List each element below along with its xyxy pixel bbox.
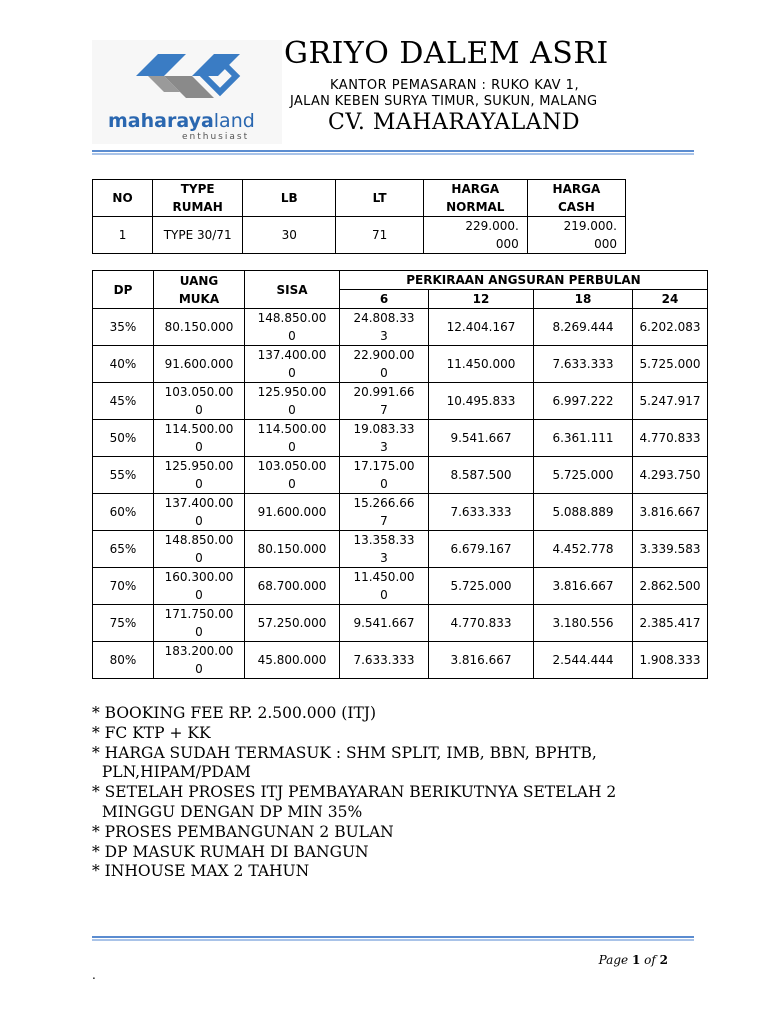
table-cell: 24.808.33 3 bbox=[340, 309, 429, 346]
col-header-group: PERKIRAAN ANGSURAN PERBULAN bbox=[340, 271, 708, 290]
col-header-lt: LT bbox=[336, 180, 423, 217]
table-cell: 55% bbox=[93, 457, 154, 494]
table-cell: 114.500.00 0 bbox=[245, 420, 340, 457]
table-row bbox=[93, 642, 708, 679]
table-cell: 5.088.889 bbox=[534, 494, 633, 531]
notes-list bbox=[92, 704, 616, 882]
table-cell: 7.633.333 bbox=[340, 642, 429, 679]
table-cell: 4.293.750 bbox=[633, 457, 708, 494]
table-row bbox=[93, 420, 708, 457]
table-cell: 11.450.000 bbox=[429, 346, 534, 383]
table-cell: 3.180.556 bbox=[534, 605, 633, 642]
company-name: CV. MAHARAYALAND bbox=[328, 110, 580, 135]
table-cell: 171.750.00 0 bbox=[154, 605, 245, 642]
table-cell: 229.000. 000 bbox=[423, 217, 527, 254]
table-cell: 4.770.833 bbox=[429, 605, 534, 642]
table-cell: 114.500.00 0 bbox=[154, 420, 245, 457]
table-cell: 2.544.444 bbox=[534, 642, 633, 679]
table-cell: 4.452.778 bbox=[534, 531, 633, 568]
table-cell: 5.725.000 bbox=[534, 457, 633, 494]
table-cell: 148.850.00 0 bbox=[154, 531, 245, 568]
table-cell: 5.725.000 bbox=[633, 346, 708, 383]
table-row bbox=[93, 217, 626, 254]
table-cell: 5.725.000 bbox=[429, 568, 534, 605]
table-cell: 45% bbox=[93, 383, 154, 420]
table-cell: 3.339.583 bbox=[633, 531, 708, 568]
table-cell: 2.385.417 bbox=[633, 605, 708, 642]
footer-divider bbox=[92, 936, 694, 942]
table-cell: 91.600.000 bbox=[154, 346, 245, 383]
table-cell: 35% bbox=[93, 309, 154, 346]
address-line-1: KANTOR PEMASARAN : RUKO KAV 1, bbox=[330, 78, 580, 93]
table-cell: 17.175.00 0 bbox=[340, 457, 429, 494]
table-cell: 75% bbox=[93, 605, 154, 642]
table-row bbox=[93, 457, 708, 494]
table-row bbox=[93, 494, 708, 531]
installment-table-body bbox=[93, 309, 708, 679]
installment-header-row bbox=[93, 271, 708, 290]
note-line: * PROSES PEMBANGUNAN 2 BULAN bbox=[92, 822, 394, 841]
col-header-harga-cash: HARGA CASH bbox=[527, 180, 625, 217]
table-row bbox=[93, 309, 708, 346]
table-cell: 50% bbox=[93, 420, 154, 457]
table-cell: 103.050.00 0 bbox=[245, 457, 340, 494]
note-line: * HARGA SUDAH TERMASUK : SHM SPLIT, IMB, BBN, BPHTB, bbox=[92, 743, 597, 762]
address-line-2: JALAN KEBEN SURYA TIMUR, SUKUN, MALANG bbox=[290, 94, 598, 109]
price-table-header bbox=[93, 180, 626, 217]
table-cell: 8.269.444 bbox=[534, 309, 633, 346]
table-cell: 30 bbox=[243, 217, 336, 254]
table-cell: 3.816.667 bbox=[633, 494, 708, 531]
table-row bbox=[93, 568, 708, 605]
table-cell: 148.850.00 0 bbox=[245, 309, 340, 346]
table-cell: 6.361.111 bbox=[534, 420, 633, 457]
price-table bbox=[92, 179, 626, 254]
note-line: * BOOKING FEE RP. 2.500.000 (ITJ) bbox=[92, 704, 377, 722]
table-cell: 137.400.00 0 bbox=[154, 494, 245, 531]
table-cell: 40% bbox=[93, 346, 154, 383]
col-header-month: 18 bbox=[534, 290, 633, 309]
col-header-lb: LB bbox=[243, 180, 336, 217]
table-cell: 11.450.00 0 bbox=[340, 568, 429, 605]
col-header-month: 24 bbox=[633, 290, 708, 309]
table-cell: 7.633.333 bbox=[534, 346, 633, 383]
table-cell: 70% bbox=[93, 568, 154, 605]
table-row bbox=[93, 346, 708, 383]
table-cell: 13.358.33 3 bbox=[340, 531, 429, 568]
table-cell: 1 bbox=[93, 217, 153, 254]
table-row bbox=[93, 531, 708, 568]
col-header-month: 12 bbox=[429, 290, 534, 309]
col-header-type: TYPE RUMAH bbox=[153, 180, 243, 217]
table-cell: 7.633.333 bbox=[429, 494, 534, 531]
table-cell: 19.083.33 3 bbox=[340, 420, 429, 457]
note-line: * SETELAH PROSES ITJ PEMBAYARAN BERIKUTNYA SETELAH 2 bbox=[92, 783, 617, 802]
note-line: PLN,HIPAM/PDAM bbox=[92, 763, 251, 782]
logo-wordmark: maharayaland bbox=[108, 110, 255, 132]
table-cell: 3.816.667 bbox=[429, 642, 534, 679]
table-cell: 57.250.000 bbox=[245, 605, 340, 642]
logo-tagline: enthusiast bbox=[182, 132, 250, 142]
table-cell: 6.679.167 bbox=[429, 531, 534, 568]
header-divider bbox=[92, 150, 694, 156]
company-logo bbox=[92, 40, 282, 144]
table-cell: 160.300.00 0 bbox=[154, 568, 245, 605]
table-cell: 4.770.833 bbox=[633, 420, 708, 457]
note-line: * INHOUSE MAX 2 TAHUN bbox=[92, 862, 310, 881]
table-cell: 137.400.00 0 bbox=[245, 346, 340, 383]
note-line: * FC KTP + KK bbox=[92, 723, 211, 742]
table-cell: 6.997.222 bbox=[534, 383, 633, 420]
table-row bbox=[93, 605, 708, 642]
table-cell: 22.900.00 0 bbox=[340, 346, 429, 383]
col-header-month: 6 bbox=[340, 290, 429, 309]
table-row bbox=[93, 383, 708, 420]
table-cell: 65% bbox=[93, 531, 154, 568]
col-header-uang-muka: UANG MUKA bbox=[154, 271, 245, 309]
table-cell: 1.908.333 bbox=[633, 642, 708, 679]
installment-table bbox=[92, 270, 708, 679]
table-cell: 8.587.500 bbox=[429, 457, 534, 494]
table-cell: TYPE 30/71 bbox=[153, 217, 243, 254]
logo-mark-icon bbox=[128, 46, 248, 106]
table-cell: 20.991.66 7 bbox=[340, 383, 429, 420]
table-cell: 2.862.500 bbox=[633, 568, 708, 605]
table-cell: 80.150.000 bbox=[245, 531, 340, 568]
table-cell: 15.266.66 7 bbox=[340, 494, 429, 531]
table-cell: 6.202.083 bbox=[633, 309, 708, 346]
table-cell: 80% bbox=[93, 642, 154, 679]
table-cell: 12.404.167 bbox=[429, 309, 534, 346]
table-cell: 71 bbox=[336, 217, 423, 254]
table-cell: 103.050.00 0 bbox=[154, 383, 245, 420]
note-line: MINGGU DENGAN DP MIN 35% bbox=[92, 802, 363, 821]
table-cell: 219.000. 000 bbox=[527, 217, 625, 254]
table-cell: 45.800.000 bbox=[245, 642, 340, 679]
table-cell: 125.950.00 0 bbox=[245, 383, 340, 420]
col-header-no: NO bbox=[93, 180, 153, 217]
col-header-harga-normal: HARGA NORMAL bbox=[423, 180, 527, 217]
table-cell: 5.247.917 bbox=[633, 383, 708, 420]
table-cell: 91.600.000 bbox=[245, 494, 340, 531]
table-cell: 60% bbox=[93, 494, 154, 531]
table-cell: 9.541.667 bbox=[340, 605, 429, 642]
col-header-sisa: SISA bbox=[245, 271, 340, 309]
table-cell: 125.950.00 0 bbox=[154, 457, 245, 494]
page-title: GRIYO DALEM ASRI bbox=[284, 36, 609, 71]
table-cell: 183.200.00 0 bbox=[154, 642, 245, 679]
table-cell: 3.816.667 bbox=[534, 568, 633, 605]
table-cell: 9.541.667 bbox=[429, 420, 534, 457]
col-header-dp: DP bbox=[93, 271, 154, 309]
note-line: * DP MASUK RUMAH DI BANGUN bbox=[92, 842, 369, 861]
table-cell: 68.700.000 bbox=[245, 568, 340, 605]
footer-mark: . bbox=[92, 968, 96, 982]
table-cell: 80.150.000 bbox=[154, 309, 245, 346]
page-number: Page 1 of 2 bbox=[598, 953, 668, 967]
table-cell: 10.495.833 bbox=[429, 383, 534, 420]
